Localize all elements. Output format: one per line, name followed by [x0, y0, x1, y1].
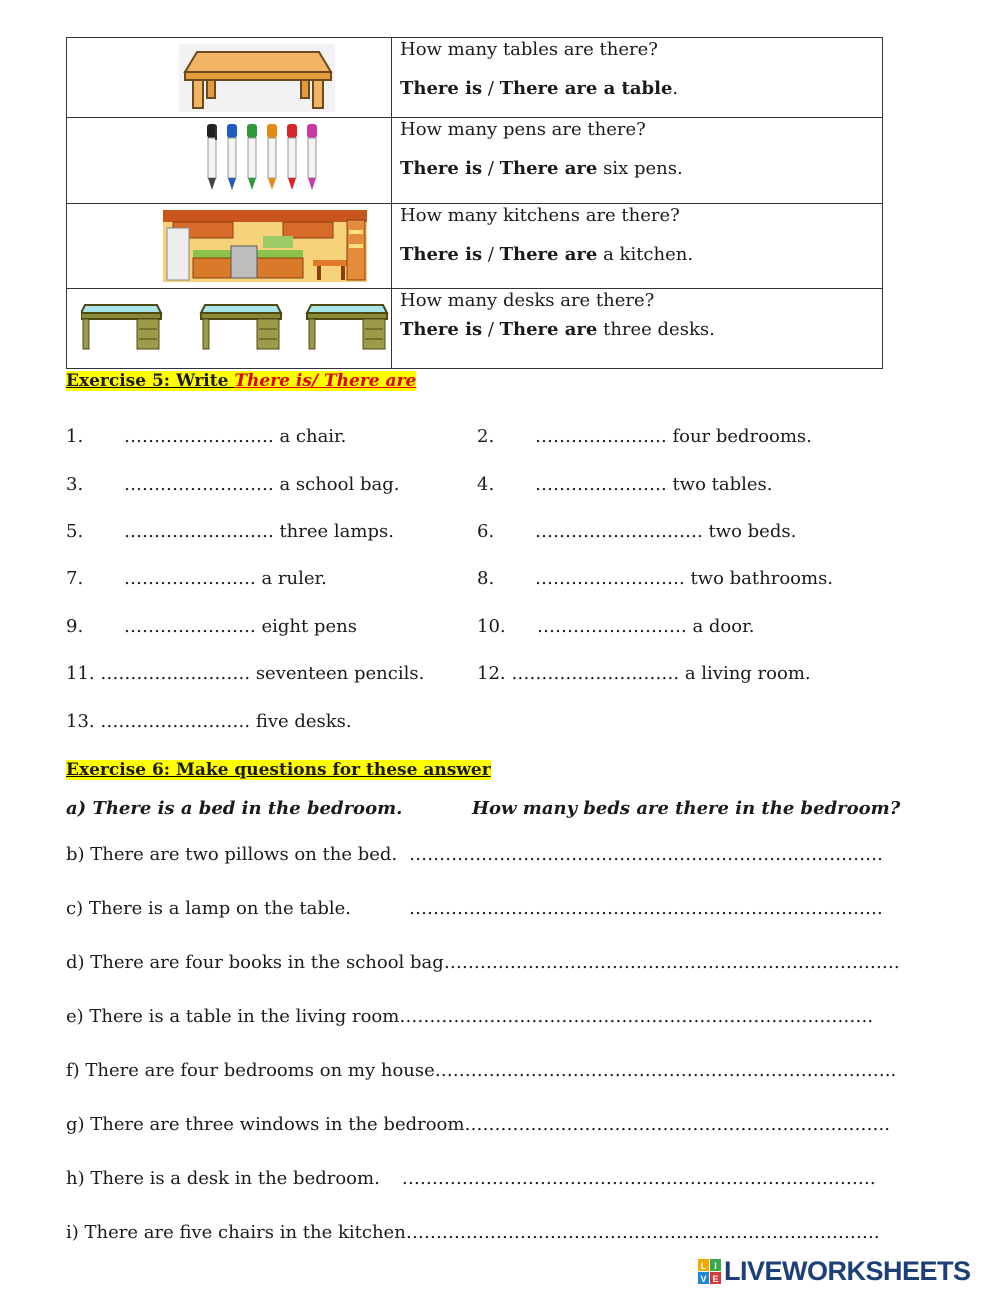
question-text: How many kitchens are there?	[400, 205, 680, 226]
table-text-cell	[392, 118, 883, 204]
list-item: 11. ……………………. seventeen pencils.	[66, 663, 425, 684]
table-image-cell	[67, 289, 392, 369]
desks-icon	[81, 301, 391, 351]
question-text: How many pens are there?	[400, 119, 646, 140]
list-item: 3. ……………………. a school bag.	[66, 474, 400, 495]
table-image-cell	[67, 204, 392, 289]
list-item: 5. ……………………. three lamps.	[66, 521, 394, 542]
list-item: f) There are four bedrooms on my house…………………………………………………………………..	[66, 1060, 897, 1081]
list-item: 1. ……………………. a chair.	[66, 426, 347, 447]
list-item: h) There is a desk in the bedroom. …………………………………………………………………….	[66, 1168, 876, 1189]
answer-text: There is / There are a table.	[400, 78, 679, 99]
example-answer: a) There is a bed in the bedroom.	[66, 798, 403, 819]
exercise5-heading-red: There is/ There are	[234, 371, 417, 391]
pens-icon	[203, 122, 321, 192]
example-question: How many beds are there in the bedroom?	[472, 798, 901, 819]
table-row	[67, 118, 883, 204]
list-item: 6. ………………………. two beds.	[477, 521, 797, 542]
list-item: d) There are four books in the school bag………………………………………………………………….	[66, 952, 900, 973]
list-item: 2. …………………. four bedrooms.	[477, 426, 812, 447]
list-item: 7. …………………. a ruler.	[66, 568, 327, 589]
logo-text: LIVEWORKSHEETS	[724, 1256, 971, 1286]
answer-text: There is / There are six pens.	[400, 158, 683, 179]
table-icon	[179, 44, 335, 112]
svg-text:E: E	[712, 1273, 719, 1284]
list-item: g) There are three windows in the bedroom……………………………………………………………..	[66, 1114, 890, 1135]
answer-text: There is / There are three desks.	[400, 319, 715, 340]
answer-text: There is / There are a kitchen.	[400, 244, 694, 265]
kitchen-icon	[163, 210, 367, 282]
table-image-cell	[67, 118, 392, 204]
list-item: 13. ……………………. five desks.	[66, 711, 352, 732]
table-text-cell	[392, 289, 883, 369]
question-text: How many desks are there?	[400, 290, 655, 311]
list-item: 8. ……………………. two bathrooms.	[477, 568, 834, 589]
question-table	[66, 37, 883, 369]
table-image-cell	[67, 38, 392, 118]
liveworksheets-logo-icon	[698, 1259, 722, 1285]
table-row	[67, 38, 883, 118]
svg-text:V: V	[700, 1273, 707, 1284]
table-row	[67, 289, 883, 369]
exercise6-heading: Exercise 6: Make questions for these answer	[66, 760, 491, 780]
table-text-cell	[392, 38, 883, 118]
table-text-cell	[392, 204, 883, 289]
liveworksheets-logo[interactable]	[698, 1256, 971, 1287]
list-item: c) There is a lamp on the table. …………………………………………………………………….	[66, 898, 883, 919]
svg-text:L: L	[700, 1260, 707, 1271]
list-item: b) There are two pillows on the bed. …………………………………………………………………….	[66, 844, 883, 865]
list-item: e) There is a table in the living room…………………………………………………………………….	[66, 1006, 874, 1027]
exercise5-heading: Exercise 5: Write There is/ There are	[66, 371, 417, 391]
list-item: 12. ………………………. a living room.	[477, 663, 811, 684]
list-item: 4. …………………. two tables.	[477, 474, 773, 495]
table-row	[67, 204, 883, 289]
list-item: 9. …………………. eight pens	[66, 616, 357, 637]
list-item: 10. ……………………. a door.	[477, 616, 755, 637]
list-item: i) There are five chairs in the kitchen…………………………………………………………………….	[66, 1222, 880, 1243]
question-text: How many tables are there?	[400, 39, 658, 60]
svg-text:I: I	[714, 1260, 717, 1271]
